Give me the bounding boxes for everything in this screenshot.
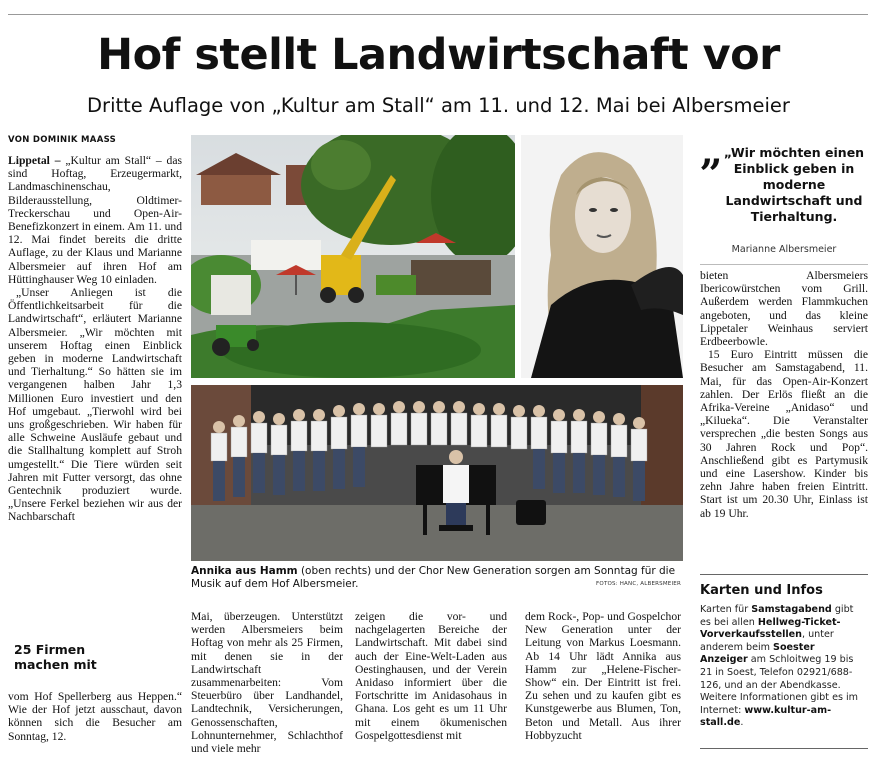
info-bold-3: Soester Anzeiger [700, 641, 815, 666]
subheadline: Dritte Auflage von „Kultur am Stall“ am 11. und 12. Mai bei Albersmeier [87, 94, 790, 117]
paragraph-1-text: „Kultur am Stall“ – das sind Hoftag, Erzeugermarkt, Landmaschinenschau, Bilderausstellung, Oldtimer-Treckerschau und Open-Air-Benefizkonzert in einem. Am 11. und 12. Mai findet bereits die dritte Auflage, zu der Klaus und Marianne Albersmeier auf ihren Hof am Hüttinghauser Weg 10 einladen. [8, 154, 183, 286]
article-right-column [700, 269, 868, 520]
right-paragraph-1: bieten Albersmeiers Ibericowürstchen vom Grill. Außerdem werden Flammkuchen angeboten, und das kleine Lippetaler Weinhaus serviert Erdbeerbowle. [700, 269, 868, 349]
dateline: Lippetal – [8, 154, 61, 167]
info-text-2: gibt es bei allen [700, 604, 854, 628]
singer-portrait [521, 135, 683, 378]
paragraph-1 [8, 154, 182, 286]
info-text-4: am Schloitweg 19 bis 21 in Soest, Telefon 02921/688-126, und an der Abendkasse. Weitere Informationen gibt es im Internet: [700, 654, 859, 716]
pull-quote: „Wir möchten einen Einblick geben in moderne Landwirtschaft und Tierhaltung. [723, 145, 865, 224]
right-paragraph-2: 15 Euro Eintritt müssen die Besucher am Samstagabend, 11. Mai, für das Open-Air-Konzert zahlen. Der Erlös fließt an die Afrika-Vereine „Anidaso“ und „Kilueka“. Die Veranstalter versprechen „die besten Songs aus 30 Jahren Rock und Pop“. Anschließend gibt es Partymusik und eine Lasershow. Kinder bis zehn Jahre haben freien Eintritt. Start ist um 20.30 Uhr, Einlass ist ab 19 Uhr. [700, 348, 868, 520]
quote-author: Marianne Albersmeier [731, 244, 837, 255]
paragraph-2: „Unser Anliegen ist die Öffentlichkeitsarbeit für die Landwirtschaft“, erläutert Marianne Albersmeier. „Wir möchten mit unserem Hoftag einen Einblick geben in moderne Landwirtschaft und Tierhaltung.“ So hätten sie im vergangenen halben Jahr 1,3 Millionen Euro investiert und den Hof umgebaut. „Tierwohl wird bei uns großgeschrieben. Wir haben für alle Schweine Ausläufe gebaut und die Stallhaltung komplett auf Stroh umgestellt.“ Die Tiere würden seit Jahren mit Futter versorgt, das ohne Gentechnik produziert wurde. „Unsere Ferkel beziehen wir aus der Nachbarschaft [8, 286, 182, 524]
info-bottom-rule [700, 748, 868, 749]
article-column-3 [355, 610, 507, 742]
info-box-text [700, 604, 864, 730]
info-text-3: , unter anderem beim [700, 629, 834, 653]
column-4-text: dem Rock-, Pop- und Gospelchor New Generation unter der Leitung von Markus Loesmann. Ab 14 Uhr lädt Annika aus Hamm zur „Helene-Fischer-Show“ ein. Der Eintritt ist frei. Zu sehen und zu kaufen gibt es Kunstgewerbe aus Blumen, Ton, Beton und Metall. Aus ihrer Hobbyzucht [525, 610, 681, 742]
info-rule [700, 574, 868, 575]
photo-caption [191, 565, 681, 591]
column-2-text: Mai, überzeugen. Unterstützt werden Albersmeiers beim Hoftag von mehr als 25 Firmen, mit denen sie in der Landwirtschaft zusammenarbeiten: Vom Steuerbüro über Landhandel, Landtechnik, Versicherungen, Genossenschaften, Lohnunternehmer, Schlachthof und viele mehr [191, 610, 343, 756]
paragraph-3: vom Hof Spellerberg aus Heppen.“ Wie der Hof jetzt ausschaut, davon können sich die Besucher am Sonntag, 12. [8, 690, 182, 743]
choir-photo [191, 385, 683, 561]
info-bold-1: Samstagabend [751, 604, 832, 615]
byline: VON DOMINIK MAASS [8, 135, 117, 145]
quote-rule [700, 264, 868, 265]
info-bold-2: Hellweg-Ticket-Vorverkaufsstellen [700, 616, 841, 641]
article-column-1 [8, 154, 182, 524]
photo-credit: FOTOS: HANC, ALBERSMEIER [596, 581, 681, 587]
article-column-1-bottom [8, 690, 182, 743]
info-website-link[interactable]: www.kultur-am-stall.de [700, 704, 832, 729]
headline: Hof stellt Landwirtschaft vor [97, 30, 780, 80]
caption-name: Annika aus Hamm [191, 565, 298, 577]
info-text-5: . [740, 717, 744, 729]
info-box-title: Karten und Infos [700, 583, 823, 598]
article-column-4 [525, 610, 681, 742]
top-rule [8, 14, 868, 15]
caption-text: (oben rechts) und der Chor New Generation sorgen am Sonntag für die Musik auf dem Hof Albersmeier. [191, 565, 676, 590]
article-column-2 [191, 610, 343, 755]
farm-photo [191, 135, 515, 378]
column-3-text: zeigen die vor- und nachgelagerten Bereiche der Landwirtschaft. Mit dabei sind auch der Eine-Welt-Laden aus Oestinghausen, und der Verein Anidaso informiert über die Fortschritte im Anidasohaus in Ghana. Los geht es um 11 Uhr mit einem ökumenischen Gospelgottesdienst mit [355, 610, 507, 742]
subheading-firms: 25 Firmen machen mit [14, 642, 97, 672]
info-text-1: Karten für [700, 604, 752, 615]
quote-mark-icon: „ [700, 128, 724, 175]
